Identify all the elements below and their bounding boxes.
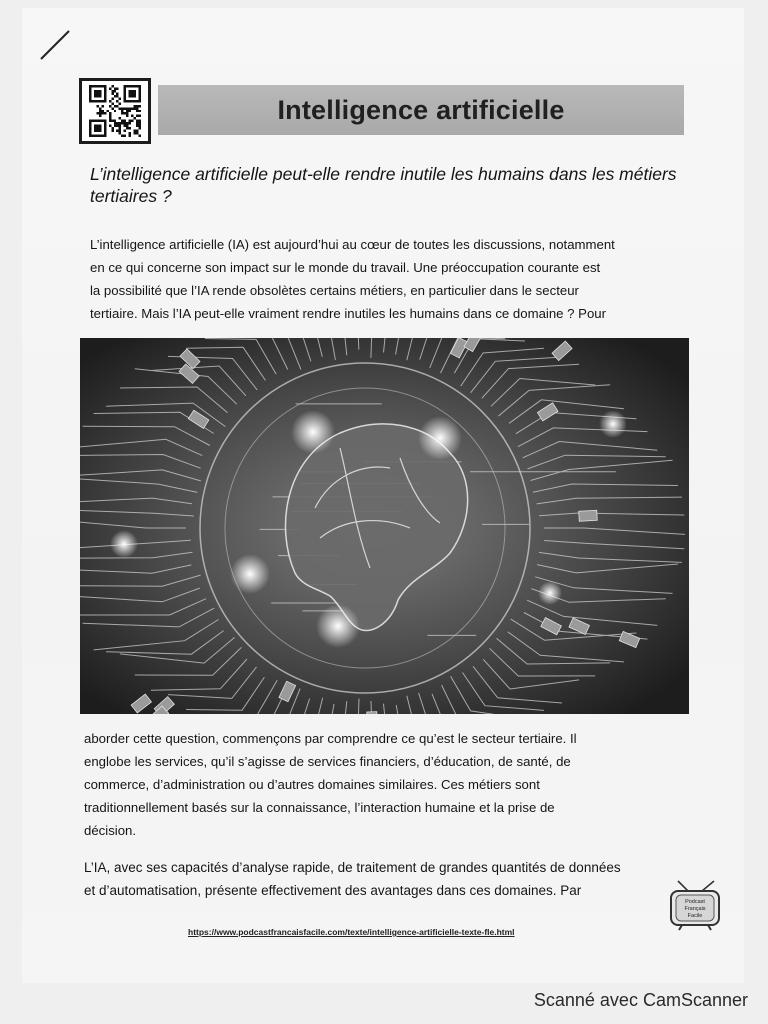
text-line: englobe les services, qu’il s’agisse de services financiers, d’éducation, de santé, de <box>84 754 571 769</box>
logo-text-3: Facile <box>687 913 703 919</box>
circuit-chip <box>579 510 598 521</box>
ai-brain-circuit-illustration <box>80 338 689 714</box>
text-line: décision. <box>84 823 137 838</box>
qr-code-icon <box>79 78 151 144</box>
paragraph-ai-capabilities <box>84 856 684 902</box>
text-line: traditionnellement basés sur la connaissance, l’interaction humaine et la prise de <box>84 800 555 815</box>
text-line: tertiaire. Mais l’IA peut-elle vraiment rendre inutiles les humains dans ce domaine ? Pour <box>90 306 607 321</box>
article-subtitle: L’intelligence artificielle peut-elle rendre inutile les humains dans les métiers tertiaires ? <box>90 164 677 206</box>
logo-text-2: Français <box>684 906 706 912</box>
text-line: aborder cette question, commençons par comprendre ce qu’est le secteur tertiaire. Il <box>84 731 577 746</box>
text-line: en ce qui concerne son impact sur le monde du travail. Une préoccupation courante est <box>90 260 601 275</box>
title-banner <box>158 85 684 135</box>
camscanner-watermark: Scanné avec CamScanner <box>533 990 748 1010</box>
text-line: et d’automatisation, présente effectivement des avantages dans ces domaines. Par <box>84 883 582 898</box>
text-line: L’IA, avec ses capacités d’analyse rapide, de traitement de grandes quantités de données <box>84 860 621 875</box>
paragraph-intro <box>90 233 690 325</box>
page-title: Intelligence artificielle <box>277 94 565 125</box>
paragraph-tertiary-sector <box>84 727 684 842</box>
circuit-chip <box>367 712 378 714</box>
pen-stroke-mark <box>38 28 72 62</box>
text-line: L’intelligence artificielle (IA) est aujourd’hui au cœur de toutes les discussions, notamment <box>90 237 615 252</box>
podcast-tv-logo-icon <box>668 880 724 932</box>
source-url-link[interactable]: https://www.podcastfrancaisfacile.com/texte/intelligence-artificielle-texte-fle.html <box>188 927 515 937</box>
logo-text-1: Podcast <box>685 899 705 905</box>
text-line: commerce, d’administration ou d’autres domaines similaires. Ces métiers sont <box>84 777 540 792</box>
text-line: la possibilité que l’IA rende obsolètes certains métiers, en particulier dans le secteur <box>90 283 579 298</box>
